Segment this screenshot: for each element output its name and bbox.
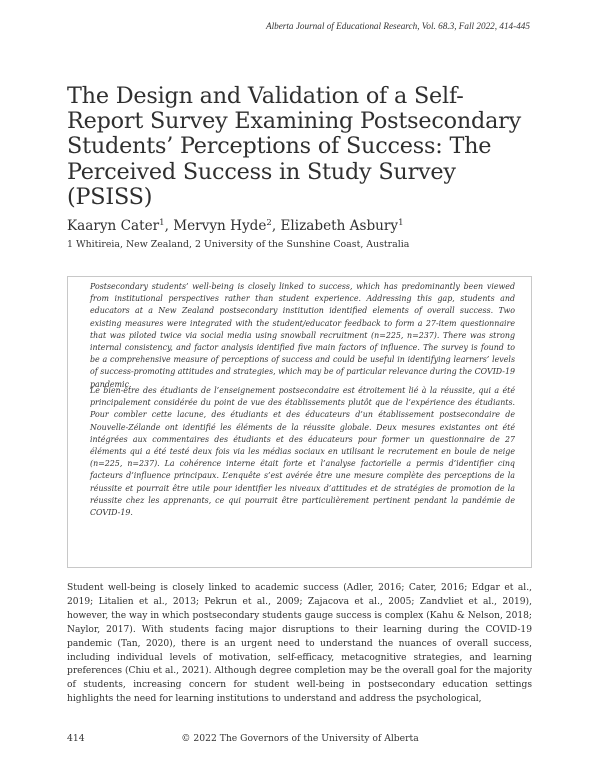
body-paragraph: Student well-being is closely linked to academic success (Adler, 2016; Cater, 2016; Edgar et al., 2019; Litalien et al., 2013; Pekrun et al., 2009; Zajacova et al., 2005; Zandvliet et al., 2019), however, the way in which postsecondary students gauge success is complex (Kahu & Nelson, 2018; Naylor, 2017). With students facing major disruptions to their learning during the COVID-19 pandemic (Tan, 2020), there is an urgent need to understand the nuances of overall success, including individual levels of motivation, self-efficacy, metacognitive strategies, and learning preferences (Chiu et al., 2021). Although degree completion may be the overall goal for the majority of students, increasing concern for student well-being in postsecondary education settings highlights the need for learning institutions to understand and address the psychological, bbox=[67, 583, 532, 705]
affiliation-mark: 1 bbox=[159, 218, 165, 228]
author-name: Kaaryn Cater bbox=[67, 218, 160, 234]
affiliation-mark: 1 bbox=[398, 218, 404, 228]
abstract-english: Postsecondary students’ well-being is closely linked to success, which has predominantly been viewed from institutional perspectives rather than student experience. Addressing this gap, students and educators at a New Zealand postsecondary institution identified elements of overall success. Two existing measures were integrated with the student/educator feedback to form a 27-item questionnaire that was piloted twice via social media using snowball recruitment (n=225, n=237). There was strong internal consistency, and factor analysis identified five main factors of influence. The survey is found to be a comprehensive measure of perceptions of success and could be useful in identifying learners’ levels of success-promoting attitudes and strategies, which may be of particular relevance during the COVID-19 pandemic. bbox=[90, 282, 515, 389]
page-number: 414 bbox=[67, 733, 85, 744]
author-name: Mervyn Hyde bbox=[173, 218, 267, 234]
abstract-french: Le bien-être des étudiants de l’enseignement postsecondaire est étroitement lié à la réussite, qui a été principalement considérée du point de vue des établissements plutôt que de l’expérience des étudiants. Pour combler cette lacune, des étudiants et des éducateurs d’un établissement postsecondaire de Nouvelle-Zélande ont identifié les éléments de la réussite globale. Deux mesures existantes ont été intégrées aux commentaires des étudiants et des éducateurs pour former un questionnaire de 27 éléments qui a été testé deux fois via les médias sociaux en utilisant le recrutement en boule de neige (n=225, n=237). La cohérence interne était forte et l’analyse factorielle a permis d’identifier cinq facteurs d’influence principaux. L’enquête s’est avérée être une mesure complète des perceptions de la réussite et pourrait être utile pour identifier les niveaux d’attitudes et de stratégies de promotion de la réussite chez les apprenants, ce qui pourrait être particulièrement pertinent pendant la pandémie de COVID-19. bbox=[90, 386, 515, 518]
author-name: Elizabeth Asbury bbox=[280, 218, 399, 234]
article-title: The Design and Validation of a Self-Report Survey Examining Postsecondary Students’ Perceptions of Success: The Perceived Success in Study Survey (PSISS) bbox=[67, 83, 522, 210]
copyright-notice: © 2022 The Governors of the University of Alberta bbox=[181, 733, 419, 744]
running-header-citation: Alberta Journal of Educational Research, Vol. 68.3, Fall 2022, 414-445 bbox=[265, 21, 530, 31]
affiliation-mark: 2 bbox=[266, 218, 272, 228]
affiliations: 1 Whitireia, New Zealand, 2 University of the Sunshine Coast, Australia bbox=[67, 239, 410, 250]
author-list: Kaaryn Cater$^1$, Mervyn Hyde$^2$, Elizabeth Asbury$^1$ bbox=[67, 218, 404, 234]
